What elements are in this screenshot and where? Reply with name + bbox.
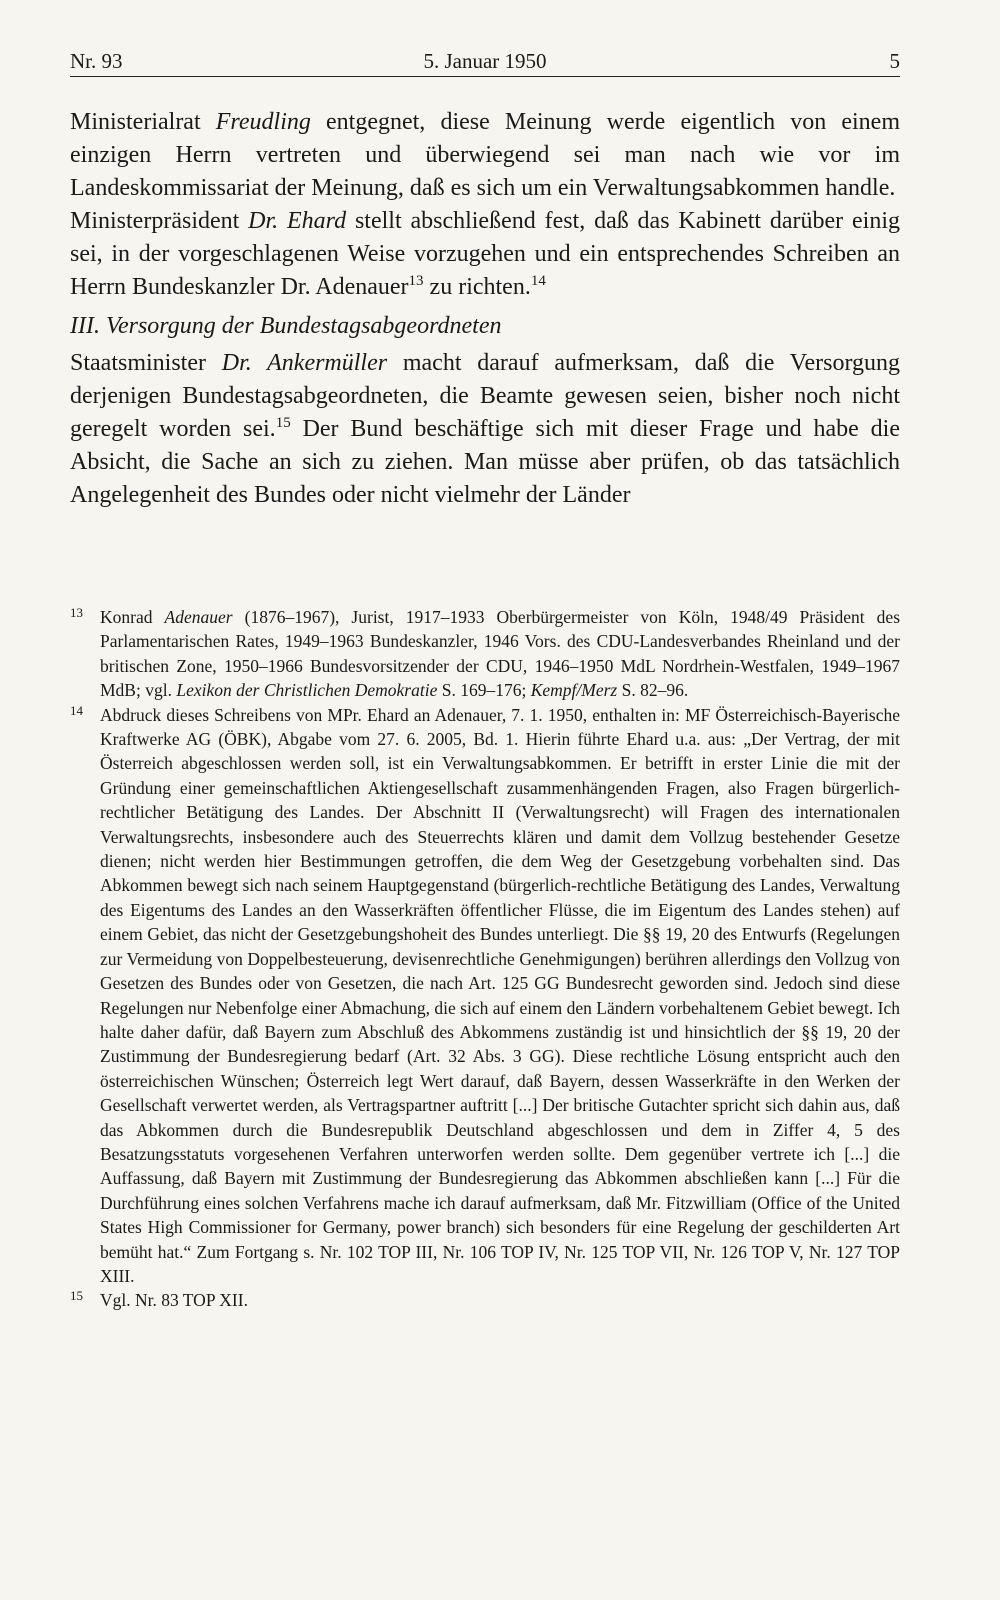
section-heading: III. Versorgung der Bundestagsabgeordneten [70, 313, 502, 339]
footnote-14: 14 Abdruck dieses Schreibens von MPr. Ehard an Adenauer, 7. 1. 1950, enthalten in: MF Österreichisch-Bayerische Kraftwerke AG (ÖBK), Abgabe vom 27. 6. 2005, Bd. 1. Hierin führte Ehard u.a. aus: „Der Vertrag, der mit Österreich abgeschlossen werden soll, ist ein Verwaltungsabkommen. Er betrifft in erster Linie die mit der Gründung einer gemeinschaftlichen Aktiengesellschaft zusammenhängenden Fragen, also Fragen bürgerlich-rechtlicher Betätigung des Landes. Der Abschnitt II (Verwaltungsrecht) will Fragen des internationalen Verwaltungsrechts, insbesondere auch des Steuerrechts klären und damit dem Vollzug bestehender Gesetze dienen; nicht werden hier Bestimmungen getroffen, die dem Weg der Gesetzgebung vorbehalten sind. Das Abkommen bewegt sich nach seinem Hauptgegenstand (bürgerlich-rechtliche Betätigung des Landes, Verwaltung des Eigentums des Landes an den Wasserkräften öffentlicher Flüsse, die im Eigentum des Landes stehen) auf einem Gebiet, das nicht der Gesetzgebungshoheit des Bundes unterliegt. Die §§ 19, 20 des Entwurfs (Regelungen zur Vermeidung von Doppelbesteuerung, devisenrechtliche Genehmigungen) berühren allerdings den Vollzug von Gesetzen des Bundes oder von Gesetzen, die nach Art. 125 GG Bundesrecht geworden sind. Jedoch sind diese Regelungen nur Nebenfolge einer Abmachung, die sich auf einem den Ländern vorbehaltenem Gebiet bewegt. Ich halte daher dafür, daß Bayern zum Abschluß des Abkommens zuständig ist und hinsichtlich der §§ 19, 20 der Zustimmung der Bundesregierung bedarf (Art. 32 Abs. 3 GG). Diese rechtliche Lösung entspricht auch den österreichischen Wünschen; Österreich legt Wert darauf, daß Bayern, dessen Wasserkräfte in den Werken der Gesellschaft verwertet werden, als Vertragspartner auftritt [...] Der britische Gutachter spricht sich dahin aus, daß das Abkommen durch die Bundesrepublik Deutschland abgeschlossen und dem in Ziffer 4, 5 des Besatzungsstatuts vorgesehenen Verfahren unterworfen werden sollte. Dem gegenüber vertrete ich [...] die Auffassung, daß Bayern mit Zustimmung der Bundesregierung das Abkommen abschließen kann [...] Für die Durchführung eines solchen Verfahrens mache ich darauf aufmerksam, daß Mr. Fitzwilliam (Office of the United States High Commissioner for Germany, power branch) sich besonders für eine Regelung der geschilderten Art bemüht hat.“ Zum Fortgang s. Nr. 102 TOP III, Nr. 106 TOP IV, Nr. 125 TOP VII, Nr. 126 TOP V, Nr. 127 TOP XIII. [70, 703, 900, 1289]
paragraph-ankermueller: Staatsminister Dr. Ankermüller macht darauf aufmerksam, daß die Versorgung derjenigen Bundestagsabgeordneten, die Beamte gewesen seien, bisher noch nicht geregelt worden sei.$^{15}$ Der Bund beschäftige sich mit dieser Frage und habe die Absicht, die Sache an sich zu ziehen. Man müsse aber prüfen, ob das tatsächlich Angelegenheit des Bundes oder nicht vielmehr der Länder [70, 350, 901, 508]
footnote-number: 13 [70, 605, 83, 620]
footnote-number: 14 [70, 702, 83, 718]
paragraph-ehard: Ministerpräsident Dr. Ehard stellt abschließend fest, daß das Kabinett darüber einig sei, in der vorgeschlagenen Weise vorzugehen und ein entsprechendes Schreiben an Herrn Bundeskanzler Dr. Adenauer$^{13}$ zu richten.$^{14}$ [70, 208, 900, 300]
footnote-number: 15 [70, 1288, 83, 1304]
footnote-13: 13 Konrad Adenauer (1876–1967), Jurist, 1917–1933 Oberbürgermeister von Köln, 1948/49 Präsident des Parlamentarischen Rates, 1949–1963 Bundeskanzler, 1946 Vors. des CDU-Landesverbandes Rheinland und der britischen Zone, 1950–1966 Bundesvorsitzender der CDU, 1946–1950 MdL Nordrhein-Westfalen, 1949–1967 MdB; vgl. Lexikon der Christlichen Demokratie S. 169–176; Kempf/Merz S. 82–96. [70, 605, 900, 703]
document-number: Nr. 93 [70, 49, 123, 73]
person-name: Ehard [287, 208, 347, 234]
page-number: 5 [889, 49, 900, 73]
footnote-15: 15 Vgl. Nr. 83 TOP XII. [70, 1288, 900, 1312]
footnote-ref: 15 [275, 415, 291, 431]
footnote-ref: 14 [530, 273, 546, 289]
main-text [70, 106, 900, 512]
document-date: 5. Januar 1950 [423, 49, 547, 73]
footnote-ref: 13 [408, 273, 424, 289]
footnotes [70, 605, 900, 1313]
page-header [70, 46, 900, 77]
paragraph-freudling: Ministerialrat Freudling entgegnet, diese Meinung werde eigentlich von einem einzigen Herrn vertreten und überwiegend sei man nach wie vor im Landeskommissariat der Meinung, daß es sich um ein Verwaltungsabkommen handle. [70, 109, 900, 201]
document-page [70, 0, 900, 1600]
person-name: Ankermüller [267, 350, 388, 376]
person-name: Freudling [215, 109, 311, 135]
